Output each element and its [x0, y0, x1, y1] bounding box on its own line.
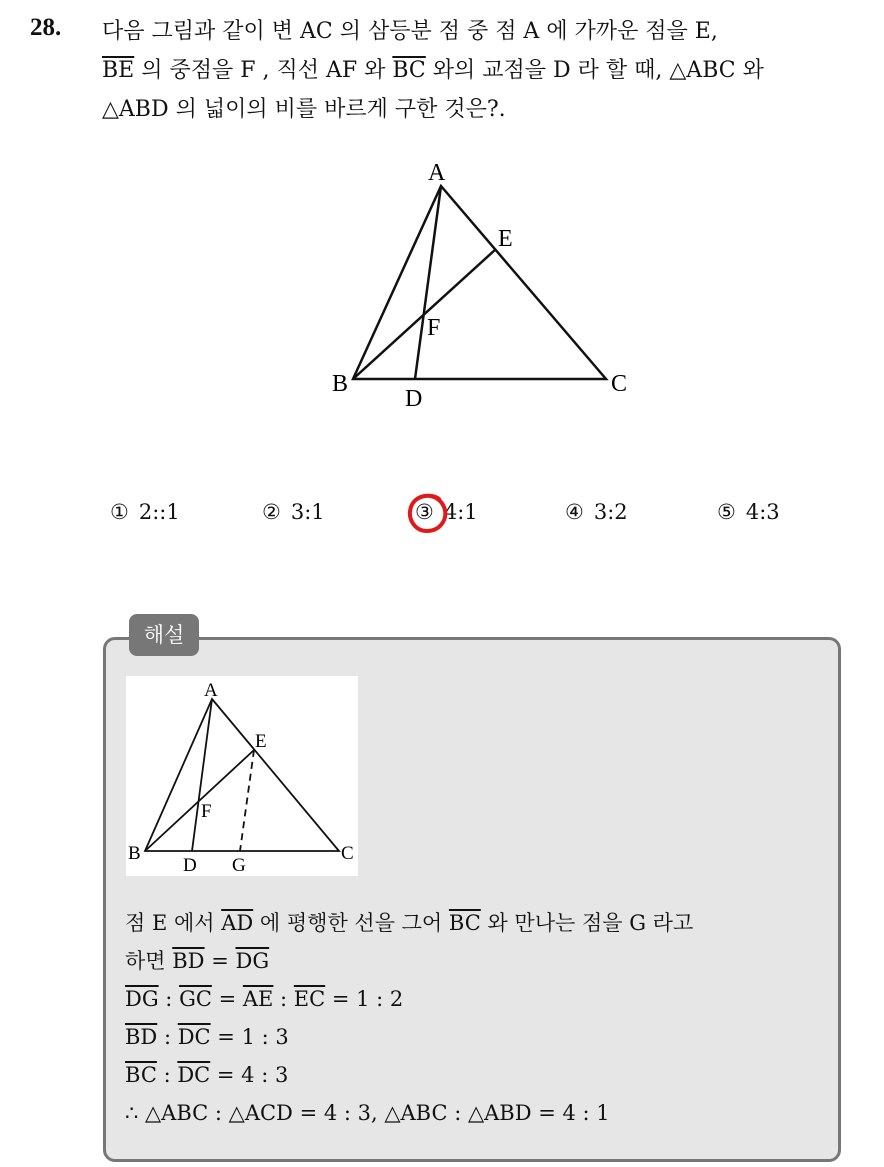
solution-line-4 [125, 1018, 835, 1056]
solution-label-e: E [255, 731, 267, 752]
question-number: 28. [30, 14, 62, 41]
ratio-sep-4: : [156, 1063, 178, 1087]
solution-line-eg-dashed [240, 750, 254, 851]
segment-dc-2: $\overline{DC}$ [177, 1063, 211, 1087]
choice-4-number: ④ [565, 500, 584, 524]
solution-triangle-lines [145, 699, 339, 851]
solution-line-be [145, 750, 254, 851]
ratio-sep-3: : [157, 1025, 178, 1049]
segment-be: $\overline{BE}$ [102, 58, 135, 83]
solution-figure [126, 676, 358, 876]
choice-3-number: ③ [415, 500, 434, 524]
choice-3-text: 4:1 [443, 500, 478, 524]
solution-line-5 [125, 1056, 835, 1094]
solution-text [125, 904, 835, 1132]
question-line-3: △ABD 의 넓이의 비를 바르게 구한 것은?. [102, 97, 506, 122]
choice-4-text: 3:2 [593, 500, 628, 524]
choice-1-number: ① [110, 500, 129, 524]
solution-line-1-text-3: 와 만나는 점을 G 라고 [480, 911, 694, 935]
ratio-result-2: = 1 : 3 [210, 1025, 289, 1049]
label-e: E [498, 226, 513, 252]
segment-bd-2: $\overline{BD}$ [125, 1025, 158, 1049]
ratio-sep-2: : [273, 987, 294, 1011]
solution-label-a: A [204, 680, 218, 701]
label-f: F [427, 315, 441, 341]
segment-gc: $\overline{GC}$ [179, 987, 212, 1011]
segment-ec: $\overline{EC}$ [293, 987, 326, 1011]
segment-ae: $\overline{AE}$ [242, 987, 274, 1011]
solution-line-1 [125, 904, 835, 942]
equals-sign: = [204, 949, 236, 973]
solution-label-b: B [128, 843, 141, 864]
choice-5[interactable] [717, 500, 780, 524]
choice-4[interactable] [565, 500, 628, 524]
solution-label-c: C [341, 843, 354, 864]
triangle-abc [353, 186, 606, 379]
choice-1[interactable] [110, 500, 180, 524]
choice-2-number: ② [262, 500, 281, 524]
choice-2-text: 3:1 [290, 500, 325, 524]
solution-line-1-text-2: 에 평행한 선을 그어 [253, 911, 449, 935]
segment-bc-2: $\overline{BC}$ [125, 1063, 157, 1087]
triangle-figure [320, 150, 640, 420]
segment-dc: $\overline{DC}$ [177, 1025, 211, 1049]
solution-label-g: G [232, 855, 246, 876]
segment-bc: $\overline{BC}$ [392, 58, 426, 83]
answer-circle-mark-icon [405, 491, 451, 535]
question-line-2-text-2: 와의 교점을 D 라 할 때, △ABC 와 [425, 58, 764, 83]
segment-dg-2: $\overline{DG}$ [125, 987, 159, 1011]
ratio-eq-1: = [211, 987, 243, 1011]
solution-line-1-text-1: 점 E 에서 [125, 911, 222, 935]
segment-dg: $\overline{DG}$ [235, 949, 270, 973]
choice-5-number: ⑤ [717, 500, 736, 524]
ratio-result-3: = 4 : 3 [210, 1063, 289, 1087]
label-c: C [611, 371, 628, 397]
solution-tab: 해설 [129, 614, 199, 656]
question-line-2-text-1: 의 중점을 F , 직선 AF 와 [134, 58, 393, 83]
solution-line-6: ∴ △ABC : △ACD = 4 : 3, △ABC : △ABD = 4 : 1 [125, 1101, 610, 1125]
segment-bc-solution: $\overline{BC}$ [448, 911, 481, 935]
solution-line-3 [125, 980, 835, 1018]
solution-line-2-text: 하면 [125, 949, 173, 973]
ratio-result-1: = 1 : 2 [325, 987, 404, 1011]
triangle-lines [353, 186, 606, 379]
solution-triangle-abc [145, 699, 339, 851]
solution-label-d: D [183, 855, 197, 876]
question-line-2 [102, 51, 872, 90]
answer-choices [110, 500, 870, 540]
label-b: B [332, 371, 349, 397]
label-d: D [405, 386, 423, 412]
line-be [353, 249, 496, 379]
question-text [102, 12, 872, 129]
choice-2[interactable] [262, 500, 325, 524]
segment-bd: $\overline{BD}$ [172, 949, 205, 973]
solution-label-f: F [201, 801, 212, 822]
solution-line-2 [125, 942, 835, 980]
choice-1-text: 2::1 [138, 500, 180, 524]
choice-5-text: 4:3 [745, 500, 780, 524]
ratio-sep-1: : [158, 987, 180, 1011]
segment-ad: $\overline{AD}$ [221, 911, 254, 935]
label-a: A [428, 160, 446, 186]
question-line-1: 다음 그림과 같이 변 AC 의 삼등분 점 중 점 A 에 가까운 점을 E, [102, 19, 718, 44]
